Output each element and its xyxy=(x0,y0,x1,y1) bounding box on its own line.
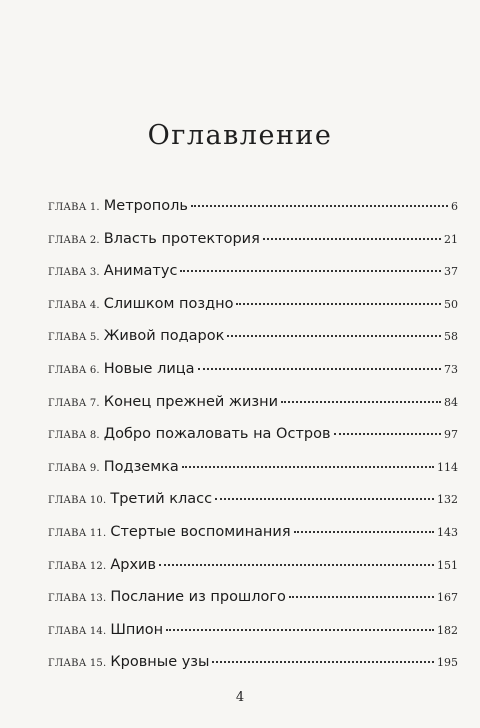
toc-entry xyxy=(48,231,458,264)
chapter-label: ГЛАВА 1. xyxy=(48,202,100,213)
dot-leader xyxy=(334,433,441,435)
page-number: 195 xyxy=(437,656,458,670)
chapter-label: ГЛАВА 15. xyxy=(48,658,107,670)
dot-leader xyxy=(212,661,434,663)
dot-leader xyxy=(166,629,434,631)
chapter-label: ГЛАВА 9. xyxy=(48,462,100,474)
dot-leader xyxy=(215,498,434,500)
page-number: 143 xyxy=(437,525,458,539)
table-of-contents xyxy=(48,198,458,687)
toc-entry xyxy=(48,263,458,296)
toc-entry xyxy=(48,654,458,687)
chapter-title: Стертые воспоминания xyxy=(110,523,291,540)
chapter-title: Добро пожаловать на Остров xyxy=(103,426,331,443)
page-number: 151 xyxy=(437,558,458,572)
chapter-title: Шпион xyxy=(110,621,164,638)
page-number: 21 xyxy=(444,232,458,246)
chapter-title: Власть протектория xyxy=(103,230,260,247)
chapter-title: Третий класс xyxy=(110,491,213,508)
chapter-title: Кровные узы xyxy=(110,654,210,671)
dot-leader xyxy=(198,368,441,370)
page-number: 167 xyxy=(437,591,458,605)
chapter-title: Конец прежней жизни xyxy=(103,393,279,410)
toc-entry xyxy=(48,328,458,361)
chapter-title: Новые лица xyxy=(103,360,195,377)
chapter-label: ГЛАВА 3. xyxy=(48,267,100,279)
page-number: 182 xyxy=(437,623,458,637)
toc-entry xyxy=(48,524,458,557)
chapter-label: ГЛАВА 2. xyxy=(48,234,100,246)
toc-entry xyxy=(48,459,458,492)
page-title: Оглавление xyxy=(147,120,333,152)
chapter-title: Метрополь xyxy=(103,198,188,214)
dot-leader xyxy=(236,303,441,305)
page-number: 50 xyxy=(444,297,458,311)
chapter-label: ГЛАВА 14. xyxy=(48,625,107,637)
chapter-label: ГЛАВА 13. xyxy=(48,593,107,605)
chapter-title: Живой подарок xyxy=(103,328,225,345)
page-number: 97 xyxy=(444,428,458,442)
toc-entry xyxy=(48,589,458,622)
page-number: 73 xyxy=(444,362,458,376)
page-number: 58 xyxy=(444,330,458,344)
toc-entry xyxy=(48,491,458,524)
toc-entry xyxy=(48,557,458,590)
folio-page-number: 4 xyxy=(235,690,245,705)
chapter-title: Послание из прошлого xyxy=(110,589,286,606)
toc-entry xyxy=(48,361,458,394)
dot-leader xyxy=(180,270,441,272)
chapter-label: ГЛАВА 7. xyxy=(48,397,100,409)
page-number: 84 xyxy=(444,395,458,409)
dot-leader xyxy=(294,531,434,533)
dot-leader xyxy=(159,564,434,566)
dot-leader xyxy=(227,335,441,337)
chapter-label: ГЛАВА 8. xyxy=(48,430,100,442)
dot-leader xyxy=(263,238,441,240)
page-number: 132 xyxy=(437,493,458,507)
chapter-title: Слишком поздно xyxy=(103,295,234,312)
dot-leader xyxy=(281,401,441,403)
chapter-title: Аниматус xyxy=(103,263,178,280)
chapter-title: Архив xyxy=(110,556,157,573)
toc-entry xyxy=(48,198,458,231)
chapter-label: ГЛАВА 4. xyxy=(48,299,100,311)
dot-leader xyxy=(289,596,434,598)
toc-entry xyxy=(48,426,458,459)
dot-leader xyxy=(182,466,434,468)
chapter-label: ГЛАВА 12. xyxy=(48,560,107,572)
toc-entry xyxy=(48,296,458,329)
chapter-label: ГЛАВА 11. xyxy=(48,527,107,539)
page-number: 114 xyxy=(437,460,458,474)
page-number: 37 xyxy=(444,265,458,279)
chapter-title: Подземка xyxy=(103,458,179,475)
toc-entry xyxy=(48,394,458,427)
chapter-label: ГЛАВА 5. xyxy=(48,332,100,344)
page-number: 6 xyxy=(451,200,458,213)
chapter-label: ГЛАВА 6. xyxy=(48,364,100,376)
toc-entry xyxy=(48,622,458,655)
dot-leader xyxy=(191,205,448,207)
chapter-label: ГЛАВА 10. xyxy=(48,495,107,507)
